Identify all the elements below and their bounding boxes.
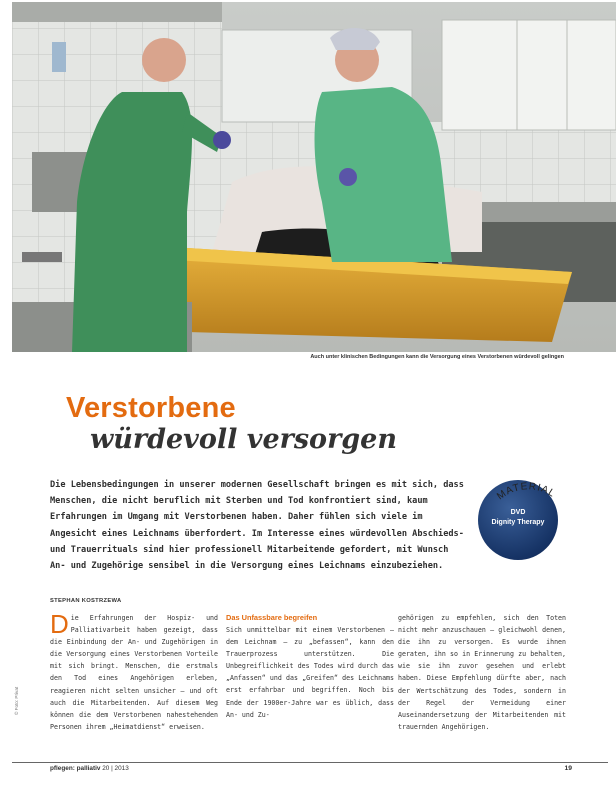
badge-line-2: Dignity Therapy xyxy=(491,519,545,526)
column-3 xyxy=(398,612,566,733)
footer-rule xyxy=(12,762,608,763)
column-1-text: ie Erfahrungen der Hospiz- und Palliativarbeit haben gezeigt, dass die Einbindung der An- und Zugehörigen in die Versorgung eines Verstorbenen Vorteile mit sich bringt. Menschen, die erstmals den Tod eines Angehörigen erleben, reagieren nicht selten unsicher – und oft auch die Mitarbeitenden. Auf diesem Weg können die dem Verstorbenen nahestehenden Personen ihrem „Heimatdienst“ erweisen. xyxy=(50,614,218,731)
hero-photo xyxy=(12,2,616,352)
column-1 xyxy=(50,609,218,733)
svg-text:MATERIAL xyxy=(495,481,557,502)
column-2 xyxy=(226,612,394,721)
article-title: Verstorbene xyxy=(66,392,236,424)
badge-label xyxy=(478,508,558,528)
footer-magazine xyxy=(50,765,129,772)
section-heading: Das Unfassbare begreifen xyxy=(226,613,318,622)
issue-number: 20 | 2013 xyxy=(102,765,129,772)
photo-caption: Auch unter klinischen Bedingungen kann die Versorgung eines Verstorbenen würdevoll gelingen xyxy=(310,354,564,360)
article-lead: Die Lebensbedingungen in unserer modernen Gesellschaft bringen es mit sich, dass Menschen, die nicht beruflich mit Sterben und Tod konfrontiert sind, kaum Erfahrungen im Umgang mit Verstorbenen haben. Daher fühlen sich viele im Angesicht eines Leichnams überfordert. Im Interesse eines würdevollen Abschieds- und Trauerrituals sind hier professionell Mitarbeitende gefordert, mit Wunsch An- und Zugehörige sensibel in die Versorgung eines Leichnams einzubeziehen. xyxy=(50,480,464,572)
page-number: 19 xyxy=(564,765,572,772)
magazine-name: pflegen: palliativ xyxy=(50,765,101,772)
badge-line-1: DVD xyxy=(510,509,526,516)
badge-arc-text: MATERIAL xyxy=(495,481,558,503)
column-2-text: Sich unmittelbar mit einem Verstorbenen – dem Leichnam – zu „befassen“, kann den Trauerprozess unterstützen. Die Unbegreiflichkeit des Todes wird durch das „Anfassen“ und das „Greifen“ des Leichnams erst erfahrbar und begriffen. Noch bis Ende der 1900er-Jahre war es üblich, dass An- und Zu- xyxy=(226,626,394,719)
column-3-text: gehörigen zu empfehlen, sich den Toten nicht mehr anzuschauen – gleichwohl denen, die ihn zu versorgen. Es wurde ihnen geraten, ihn so in Erinnerung zu behalten, wie sie ihn zuvor gesehen und erlebt haben. Diese Empfehlung dürfte aber, nach der Wertschätzung des Todes, sondern in der Regel der Vermeidung einer Auseinandersetzung der Mitarbeitenden mit trauernden Angehörigen. xyxy=(398,614,566,731)
article-subtitle: würdevoll versorgen xyxy=(90,424,397,455)
photo-credit: © Foto: Privat xyxy=(14,686,19,715)
material-badge xyxy=(470,460,580,570)
author-byline: STEPHAN KOSTRZEWA xyxy=(50,598,122,604)
drop-cap: D xyxy=(50,609,69,639)
